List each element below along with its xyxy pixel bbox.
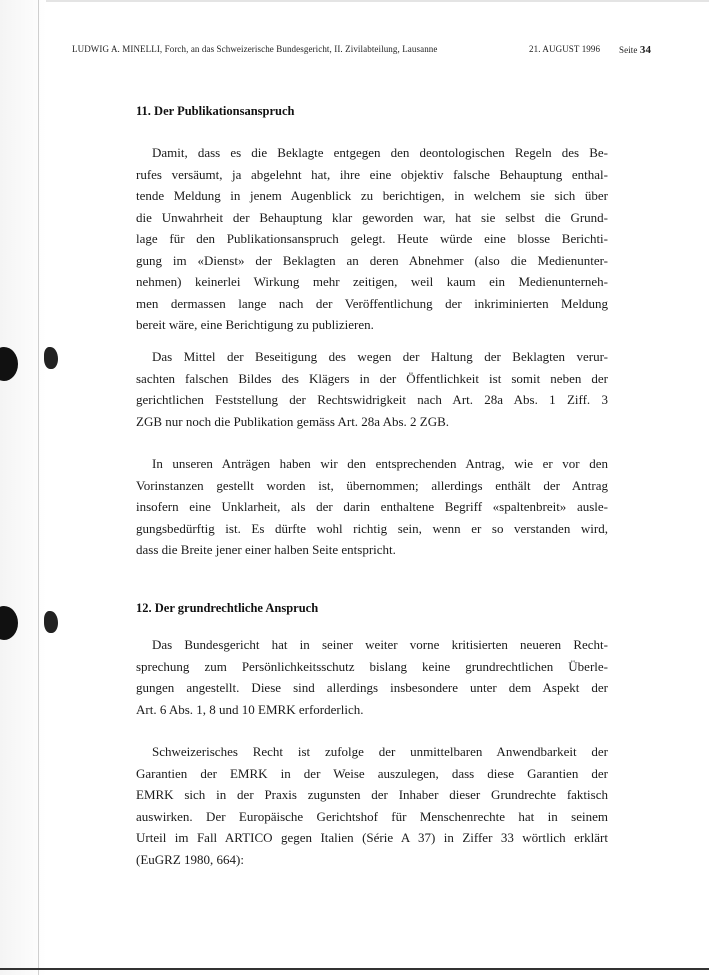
running-header: [72, 44, 672, 54]
text-line: rufes versäumt, ja abgelehnt hat, ihre eine objektiv falsche Behauptung enthal-: [136, 166, 608, 182]
text-line: (EuGRZ 1980, 664):: [136, 851, 244, 867]
text-line: Vorinstanzen gestellt worden ist, übernommen; allerdings enthält der Antrag: [136, 477, 608, 493]
paragraph: [136, 634, 608, 720]
text-line: gerichtlichen Feststellung der Rechtswidrigkeit nach Art. 28a Abs. 1 Ziff. 3: [136, 392, 608, 407]
text-line: Schweizerisches Recht ist zufolge der unmittelbaren Anwendbarkeit der: [152, 744, 608, 759]
text-line: gungen angestellt. Diese sind allerdings insbesondere unter dem Aspekt der: [136, 680, 608, 695]
text-line: Urteil im Fall ARTICO gegen Italien (Série A 37) in Ziffer 33 wörtlich erklärt: [136, 830, 608, 845]
text-line: gungsbedürftig ist. Es dürfte wohl richtig sein, wenn er so verstanden wird,: [136, 520, 608, 536]
page-number: 34: [639, 44, 652, 56]
text-line: sprechung zum Persönlichkeitsschutz bislang keine grundrechtlichen Überle-: [136, 658, 608, 674]
text-line: Das Bundesgericht hat in seiner weiter vorne kritisierten neueren Recht-: [152, 637, 608, 652]
section-heading: 12. Der grundrechtliche Anspruch: [136, 601, 319, 615]
text-line: men dermassen lange nach der Veröffentlichung der inkriminierten Meldung: [136, 295, 608, 311]
text-line: gung im «Dienst» der Beklagten an deren Abnehmer (also die Medienunter-: [136, 252, 608, 268]
page-top-edge: [0, 0, 709, 2]
text-line: Das Mittel der Beseitigung des wegen der Haltung der Beklagten verur-: [152, 349, 608, 364]
scan-shadow: [0, 0, 46, 975]
text-line: die Unwahrheit der Behauptung klar geworden war, hat sie selbst die Grund-: [136, 209, 608, 225]
text-line: Art. 6 Abs. 1, 8 und 10 EMRK erforderlich.: [136, 701, 364, 717]
punch-mark-upper: [44, 347, 58, 369]
text-line: nehmen) keinerlei Wirkung mehr zeitigen, weil kaum ein Medienunterneh-: [136, 274, 608, 289]
section-heading: 11. Der Publikationsanspruch: [136, 104, 295, 118]
paragraph: [136, 453, 608, 561]
text-line: ZGB nur noch die Publikation gemäss Art. 28a Abs. 2 ZGB.: [136, 413, 450, 429]
text-line: In unseren Anträgen haben wir den entsprechenden Antrag, wie er vor den: [152, 456, 608, 471]
running-head-text: LUDWIG A. MINELLI, Forch, an das Schweizerische Bundesgericht, II. Zivilabteilung, Lausanne: [72, 44, 438, 54]
paragraph: [136, 346, 608, 432]
punch-mark-lower: [44, 611, 58, 633]
paragraph: [136, 741, 608, 870]
text-line: tende Meldung in jenem Augenblick zu berichtigen, in welchem sie sich über: [136, 188, 608, 203]
header-date: 21. AUGUST 1996: [529, 44, 601, 54]
paragraph: [136, 142, 608, 336]
page-indicator: [619, 44, 651, 56]
text-line: Garantien der EMRK in der Weise auszulegen, dass diese Garantien der: [136, 765, 608, 781]
text-line: sachten falschen Bildes des Klägers in der Öffentlichkeit ist somit neben der: [136, 370, 608, 386]
text-line: insofern eine Unklarheit, als der darin enthaltene Begriff «spaltenbreit» ausle-: [136, 499, 608, 514]
page-label: Seite: [619, 45, 638, 55]
binding-line: [38, 0, 39, 975]
text-line: auswirken. Der Europäische Gerichtshof für Menschenrechte hat in seinem: [136, 808, 608, 824]
text-line: Damit, dass es die Beklagte entgegen den deontologischen Regeln des Be-: [152, 145, 608, 160]
page-bottom-edge: [0, 968, 709, 970]
text-line: dass die Breite jener einer halben Seite entspricht.: [136, 542, 396, 557]
text-line: EMRK sich in der Praxis zugunsten der Inhaber dieser Grundrechte faktisch: [136, 787, 608, 802]
text-line: bereit wäre, eine Berichtigung zu publizieren.: [136, 317, 374, 332]
text-line: lage für den Publikationsanspruch gelegt. Heute würde eine blosse Berichti-: [136, 231, 608, 246]
